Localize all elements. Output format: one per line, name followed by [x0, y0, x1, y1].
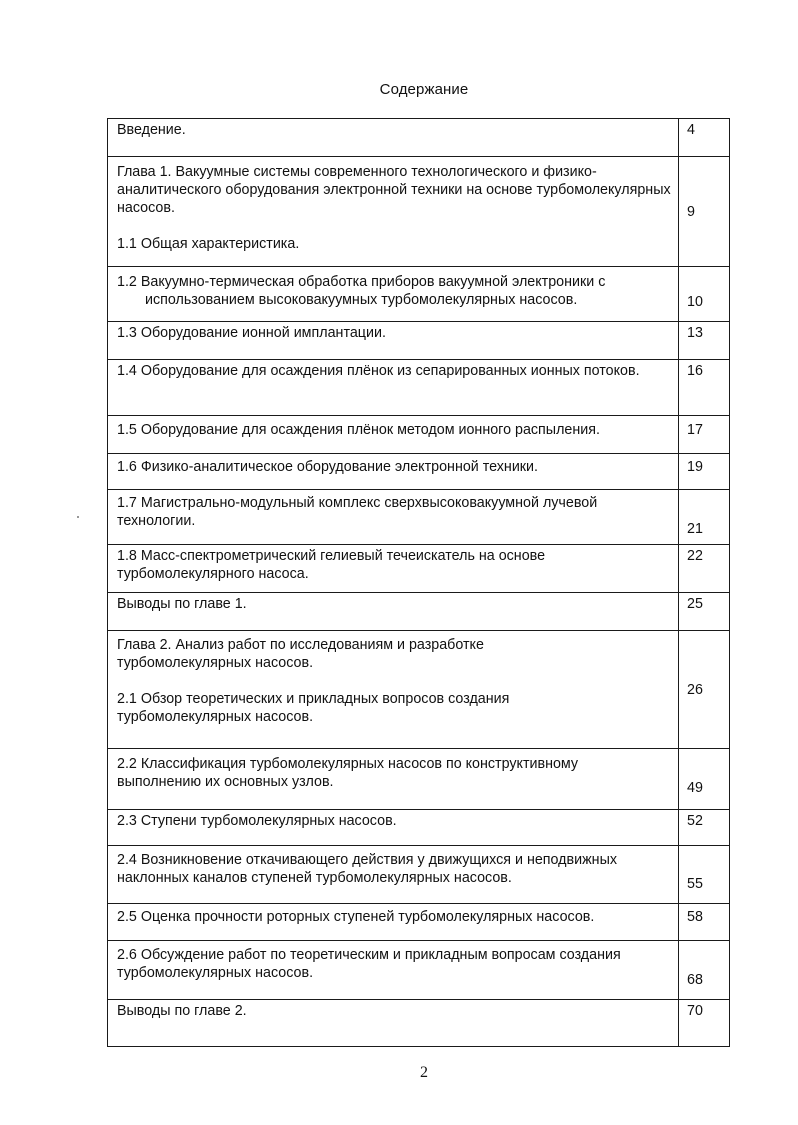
toc-entry-page: 49	[679, 749, 730, 810]
toc-entry-text	[108, 846, 679, 904]
toc-entry-text	[108, 454, 679, 490]
toc-entry-text	[108, 119, 679, 157]
entry-title: 2.5 Оценка прочности роторных ступеней турбомолекулярных насосов.	[117, 909, 595, 925]
toc-row	[108, 593, 730, 631]
toc-row	[108, 749, 730, 810]
scan-speck	[77, 516, 79, 518]
entry-title: 2.4 Возникновение откачивающего действия у движущихся и неподвижных наклонных каналов ступеней турбомолекулярных насосов.	[117, 852, 617, 886]
toc-entry-text	[108, 941, 679, 1000]
entry-subtitle: 1.1 Общая характеристика.	[117, 236, 300, 252]
toc-entry-text	[108, 360, 679, 416]
entry-title: 1.8 Масс-спектрометрический гелиевый течеискатель на основе турбомолекулярного насоса.	[117, 548, 546, 582]
toc-row	[108, 360, 730, 416]
toc-entry-text	[108, 416, 679, 454]
toc-entry-text	[108, 631, 679, 749]
page-number: 2	[420, 1064, 428, 1081]
toc-entry-page: 22	[679, 545, 730, 593]
entry-title: Глава 1. Вакуумные системы современного технологического и физико-аналитического оборудования электронной техники на основе турбомолекулярных насосов.	[117, 164, 671, 216]
entry-title: Выводы по главе 1.	[117, 596, 247, 612]
toc-row	[108, 322, 730, 360]
toc-entry-text	[108, 904, 679, 941]
toc-entry-page: 68	[679, 941, 730, 1000]
entry-title: 2.6 Обсуждение работ по теоретическим и прикладным вопросам создания турбомолекулярных насосов.	[117, 947, 621, 981]
toc-row	[108, 941, 730, 1000]
toc-row	[108, 454, 730, 490]
toc-row	[108, 416, 730, 454]
toc-entry-page: 26	[679, 631, 730, 749]
toc-entry-page: 4	[679, 119, 730, 157]
entry-title: Введение.	[117, 122, 186, 138]
toc-entry-page: 25	[679, 593, 730, 631]
toc-row	[108, 490, 730, 545]
toc-entry-text	[108, 322, 679, 360]
toc-entry-page: 10	[679, 267, 730, 322]
entry-title: 2.2 Классификация турбомолекулярных насосов по конструктивному выполнению их основных узлов.	[117, 756, 579, 790]
toc-entry-text	[108, 749, 679, 810]
toc-entry-text	[108, 1000, 679, 1047]
toc-entry-page: 58	[679, 904, 730, 941]
toc-row	[108, 846, 730, 904]
toc-entry-page: 9	[679, 157, 730, 267]
toc-row	[108, 267, 730, 322]
toc-entry-text	[108, 545, 679, 593]
entry-title: Выводы по главе 2.	[117, 1003, 247, 1019]
toc-row	[108, 545, 730, 593]
toc-entry-text	[108, 810, 679, 846]
toc-entry-text	[108, 593, 679, 631]
toc-entry-text	[108, 490, 679, 545]
page-title: Содержание	[379, 81, 469, 98]
toc-row	[108, 119, 730, 157]
entry-subtitle: 2.1 Обзор теоретических и прикладных вопросов создания турбомолекулярных насосов.	[117, 691, 510, 725]
toc-entry-page: 16	[679, 360, 730, 416]
toc-row	[108, 1000, 730, 1047]
toc-entry-page: 13	[679, 322, 730, 360]
toc-entry-page: 21	[679, 490, 730, 545]
entry-title: 1.6 Физико-аналитическое оборудование электронной техники.	[117, 459, 539, 475]
entry-title-continued: использованием высоковакуумных турбомолекулярных насосов.	[145, 292, 578, 308]
toc-entry-text	[108, 267, 679, 322]
toc-row	[108, 904, 730, 941]
toc-entry-page: 70	[679, 1000, 730, 1047]
entry-title: Глава 2. Анализ работ по исследованиям и разработке турбомолекулярных насосов.	[117, 637, 484, 671]
entry-title: 1.2 Вакуумно-термическая обработка приборов вакуумной электроники с	[117, 274, 606, 290]
toc-row	[108, 631, 730, 749]
toc-entry-page: 55	[679, 846, 730, 904]
toc-entry-page: 52	[679, 810, 730, 846]
toc-entry-page: 19	[679, 454, 730, 490]
toc-row	[108, 157, 730, 267]
table-of-contents	[107, 118, 730, 1047]
entry-title: 1.4 Оборудование для осаждения плёнок из сепарированных ионных потоков.	[117, 363, 640, 379]
toc-entry-page: 17	[679, 416, 730, 454]
entry-title: 1.7 Магистрально-модульный комплекс сверхвысоковакуумной лучевой технологии.	[117, 495, 598, 529]
entry-title: 1.5 Оборудование для осаждения плёнок методом ионного распыления.	[117, 422, 600, 438]
entry-title: 1.3 Оборудование ионной имплантации.	[117, 325, 386, 341]
toc-entry-text	[108, 157, 679, 267]
entry-title: 2.3 Ступени турбомолекулярных насосов.	[117, 813, 397, 829]
toc-row	[108, 810, 730, 846]
